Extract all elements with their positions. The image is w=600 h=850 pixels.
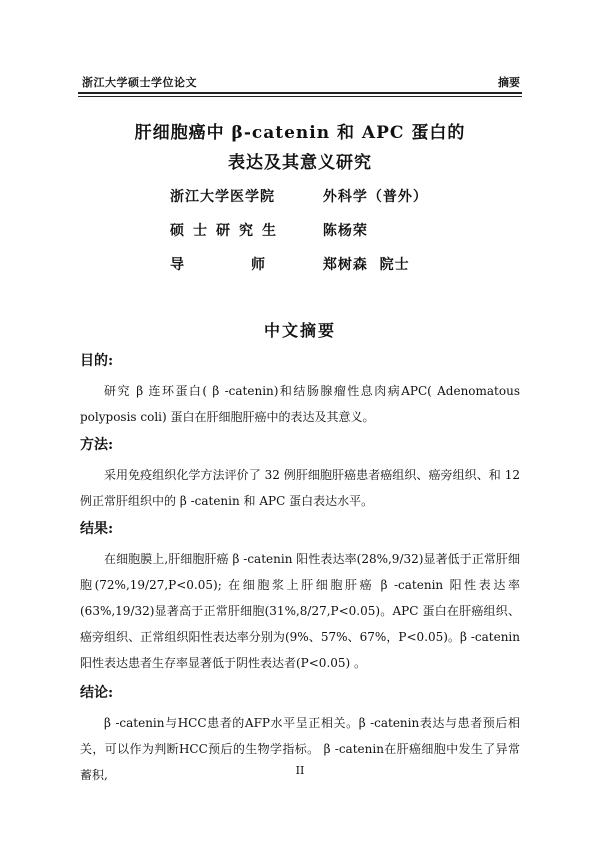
- section-heading-objective: 目的:: [80, 353, 114, 369]
- info-row-student: [170, 220, 368, 240]
- abstract-title: 中文摘要: [263, 321, 336, 340]
- page-header-right: 摘要: [498, 76, 520, 89]
- info-value: 外科学（普外）: [322, 189, 428, 205]
- section-text-conclusion: β -catenin与HCC患者的AFP水平呈正相关。β -catenin表达与患者预后相关，可以作为判断HCC预后的生物学指标。 β -catenin在肝癌细胞中发生了异常蓄积,: [80, 716, 520, 782]
- info-label: 浙江大学医学院: [170, 189, 275, 205]
- info-value: 郑树森 院士: [322, 257, 410, 273]
- section-text-methods: 采用免疫组织化学方法评价了 32 例肝细胞肝癌患者癌组织、癌旁组织、和 12 例正常肝组织中的 β -catenin 和 APC 蛋白表达水平。: [80, 468, 520, 508]
- header-rule-thin: [78, 96, 522, 97]
- section-text-results: 在细胞膜上,肝细胞肝癌 β -catenin 阳性表达率(28%,9/32)显著低于正常肝细胞(72%,19/27,P<0.05); 在细胞浆上肝细胞肝癌 β -catenin 阳性表达率(63%,19/32)显著高于正常肝细胞(31%,8/27,P<0.05)。APC 蛋白在肝癌组织、癌旁组织、正常组织阳性表达率分别为(9%、57%、67%，P<0.05)。β -catenin 阳性表达患者生存率显著低于阴性表达者(P<0.05) 。: [80, 552, 520, 670]
- info-row-advisor: [170, 254, 410, 274]
- info-label: [170, 254, 266, 274]
- page-header-left: 浙江大学硕士学位论文: [82, 76, 197, 89]
- page-number: II: [295, 764, 305, 777]
- header-rule: [78, 92, 522, 94]
- section-heading-results: 结果:: [80, 521, 114, 537]
- info-label-char: 导: [170, 257, 185, 273]
- section-heading-conclusion: 结论:: [80, 685, 114, 701]
- section-heading-methods: 方法:: [80, 437, 114, 453]
- info-row-school: [170, 186, 428, 206]
- paper-title-line1: 肝细胞癌中 β-catenin 和 APC 蛋白的: [134, 123, 466, 143]
- info-label: 硕士研究生: [170, 223, 285, 239]
- info-value: 陈杨荣: [322, 223, 368, 239]
- info-label-char: 师: [251, 257, 266, 273]
- section-text-objective: 研究 β 连环蛋白( β -catenin)和结肠腺瘤性息肉病APC( Adenomatous polyposis coli) 蛋白在肝细胞肝癌中的表达及其意义。: [80, 384, 520, 424]
- paper-title-line2: 表达及其意义研究: [228, 153, 372, 173]
